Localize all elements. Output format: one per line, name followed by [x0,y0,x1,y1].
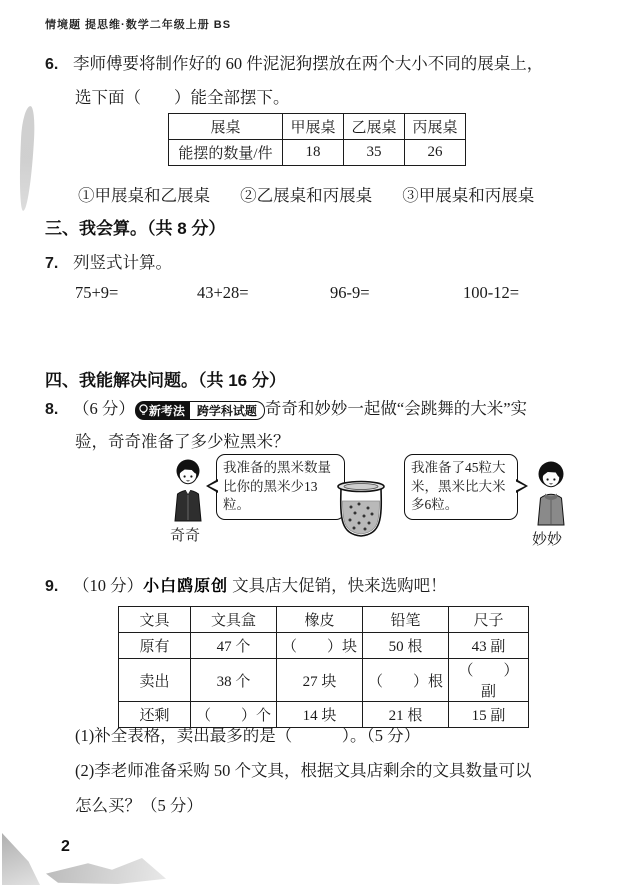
q6-option-2: ②乙展桌和丙展桌 [240,186,373,205]
qiqi-speech-bubble [216,454,345,520]
question-7 [45,249,172,273]
beaker-icon [332,479,390,547]
table-row [119,633,529,659]
q6-option-1: ①甲展桌和乙展桌 [78,186,210,205]
q9-th-stationery: 文具 [119,607,191,633]
miaomiao-name-label: 妙妙 [532,532,563,548]
q8-badges [135,401,265,420]
scan-smudge-left [17,106,35,212]
q9-cell: 14 块 [277,702,363,728]
qiqi-name-label: 奇奇 [170,528,201,544]
q7-problem-2: 43+28= [197,283,249,302]
miaomiao-speech-text: 我准备了45粒大米，黑米比大米多6粒。 [411,460,506,512]
q9-text: 文具店大促销，快来选购吧！ [232,576,447,595]
q9-th-pencil: 铅笔 [363,607,449,633]
q9-th-eraser: 橡皮 [277,607,363,633]
question-8 [45,395,527,420]
scan-smudge-bottom [46,858,166,884]
table-row [119,607,529,633]
q7-problem-4: 100-12= [463,283,520,302]
q7-text: 列竖式计算。 [73,253,172,272]
q6-value-c: 26 [405,140,466,166]
q6-line2: 选下面（ ）能全部摆下。 [75,88,290,107]
q6-value-a: 18 [283,140,344,166]
q9-cell: 38 个 [191,659,277,702]
q8-line1: 奇奇和妙妙一起做“会跳舞的大米”实 [264,399,528,418]
q9-sub2-line2: 怎么买？（5 分） [75,796,203,815]
q6-th-display-table: 展桌 [169,114,283,140]
q7-problem-3: 96-9= [330,283,370,302]
q6-line1: 李师傅要将制作好的 60 件泥泥狗摆放在两个大小不同的展桌上， [73,54,544,73]
q6-table [168,113,466,166]
q9-th-pencil-case: 文具盒 [191,607,277,633]
q6-value-b: 35 [344,140,405,166]
q6-th-table-a: 甲展桌 [283,114,344,140]
scan-smudge-bottom-corner [2,833,40,885]
q6-th-table-b: 乙展桌 [344,114,405,140]
section-3-title: 三、我会算。（共 8 分） [45,219,226,238]
bubble-tail-right-fill [515,481,525,491]
q9-table [118,606,529,728]
boy-miaomiao-illustration [530,460,572,526]
q9-row3-label: 还剩 [119,702,191,728]
q9-cell: 47 个 [191,633,277,659]
qiqi-speech-text: 我准备的黑米数量比你的黑米少13粒。 [223,460,331,512]
brand-original-badge: 小白鸥原创 [143,578,229,595]
question-6 [45,50,543,74]
q6-option-3: ③甲展桌和丙展桌 [402,186,535,205]
q9-cell: 50 根 [363,633,449,659]
q8-number: 8. [45,401,59,418]
q9-cell: 43 副 [449,633,529,659]
q6-number: 6. [45,56,59,73]
miaomiao-speech-bubble [404,454,518,520]
bubble-tail-left-fill [209,481,219,491]
section-4-title: 四、我能解决问题。（共 16 分） [45,371,286,390]
q9-row2-label: 卖出 [119,659,191,702]
q6-row-label: 能摆的数量/件 [169,140,283,166]
q6-options [78,182,560,206]
page-number: 2 [61,838,70,855]
table-row [119,659,529,702]
q6-th-table-c: 丙展桌 [405,114,466,140]
q9-cell-blank: （ ）块 [277,633,363,659]
q8-illustration [160,452,590,562]
new-method-badge-label: 新考法 [148,404,185,418]
book-header: 情境题 提思维·数学二年级上册 BS [45,19,232,31]
boy-qiqi-illustration [168,458,208,522]
q9-cell-blank: （ ）根 [363,659,449,702]
table-row [169,140,466,166]
q7-number: 7. [45,255,59,272]
q8-line2: 验，奇奇准备了多少粒黑米？ [75,432,290,451]
q8-score: （6 分） [73,399,135,418]
new-method-badge [135,401,190,420]
q9-row1-label: 原有 [119,633,191,659]
question-9 [45,572,447,596]
q9-sub1: (1)补全表格，卖出最多的是（ ）。（5 分） [75,726,421,745]
q9-sub2-line1: (2)李老师准备采购 50 个文具，根据文具店剩余的文具数量可以 [75,761,532,780]
q9-number: 9. [45,578,59,595]
lightbulb-icon [138,404,149,417]
q9-cell: 15 副 [449,702,529,728]
q9-cell-blank: （ ）个 [191,702,277,728]
q9-score: （10 分） [73,576,144,595]
q9-cell: 27 块 [277,659,363,702]
cross-subject-badge: 跨学科试题 [190,401,265,420]
q9-cell: 21 根 [363,702,449,728]
q7-problem-1: 75+9= [75,283,119,302]
q9-cell-blank: （ ）副 [449,659,529,702]
table-row [169,114,466,140]
q9-th-ruler: 尺子 [449,607,529,633]
